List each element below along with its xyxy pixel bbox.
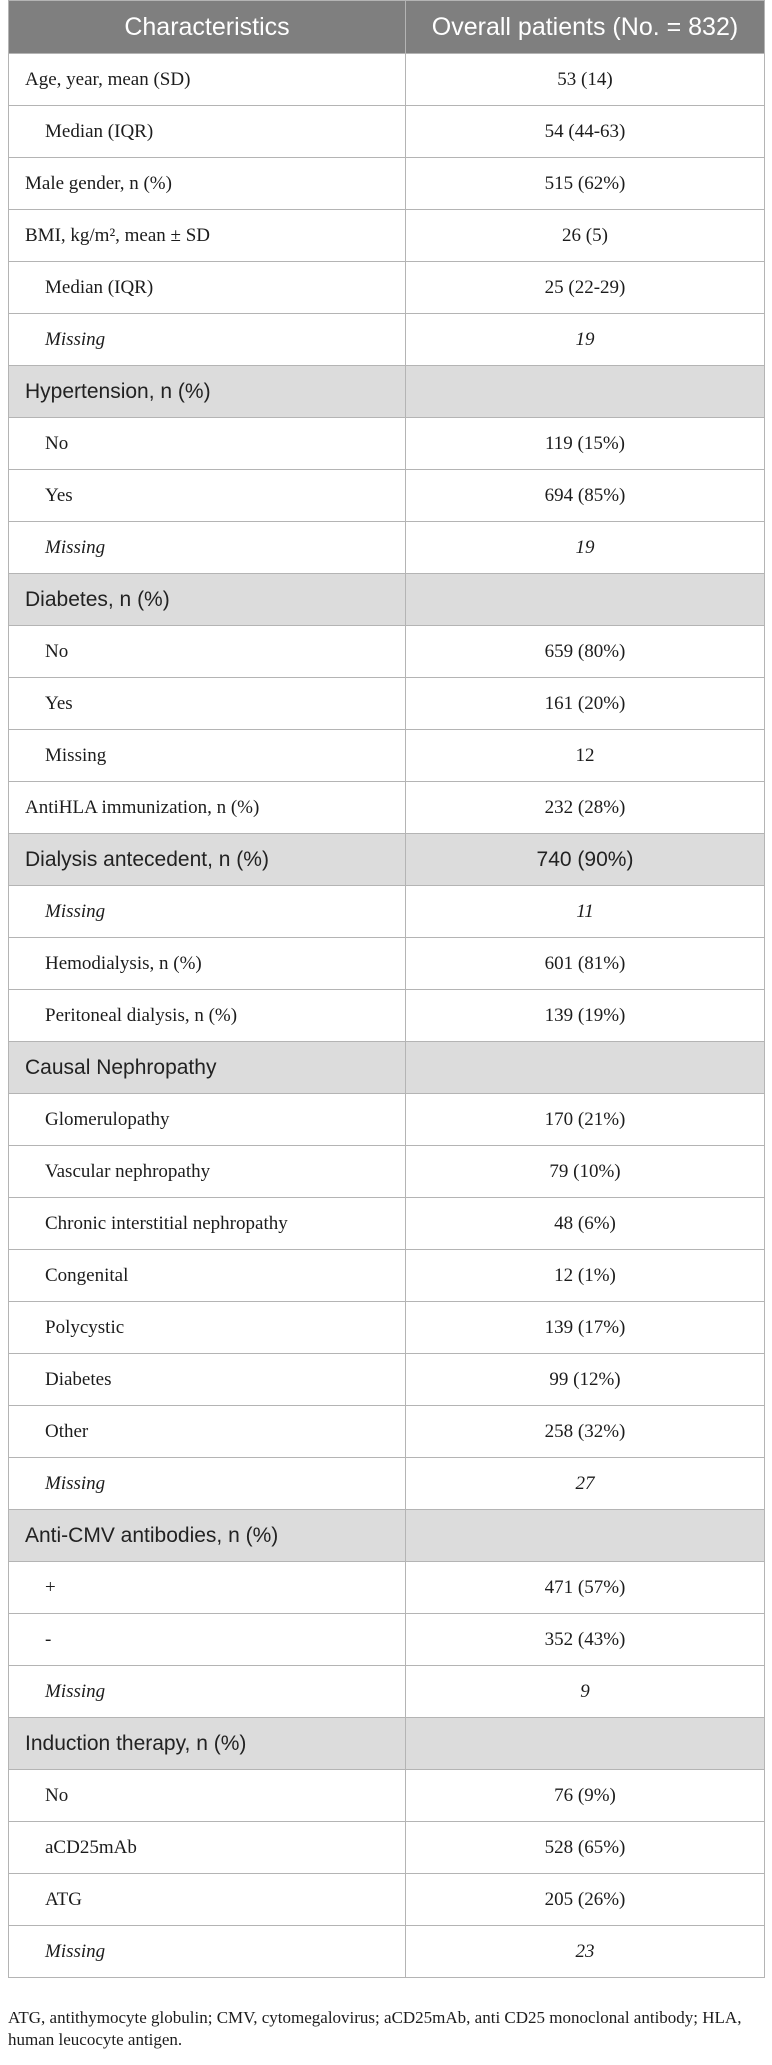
table-row xyxy=(9,470,765,522)
table-row xyxy=(9,314,765,366)
row-label: Induction therapy, n (%) xyxy=(9,1718,406,1770)
table-row xyxy=(9,522,765,574)
table-row xyxy=(9,1302,765,1354)
row-label: Glomerulopathy xyxy=(9,1094,406,1146)
row-value: 205 (26%) xyxy=(406,1874,765,1926)
row-value xyxy=(406,1042,765,1094)
table-footnote: ATG, antithymocyte globulin; CMV, cytomegalovirus; aCD25mAb, anti CD25 monoclonal antibody; HLA, human leucocyte antigen. xyxy=(8,2008,742,2049)
section-row xyxy=(9,1718,765,1770)
table-row xyxy=(9,1406,765,1458)
row-label: Median (IQR) xyxy=(9,106,406,158)
row-value: 161 (20%) xyxy=(406,678,765,730)
table-row xyxy=(9,1094,765,1146)
table-row xyxy=(9,1198,765,1250)
table-row xyxy=(9,1354,765,1406)
table-row xyxy=(9,1562,765,1614)
table-body xyxy=(9,54,765,1978)
section-row xyxy=(9,366,765,418)
row-value: 352 (43%) xyxy=(406,1614,765,1666)
table-row xyxy=(9,730,765,782)
header-overall-patients: Overall patients (No. = 832) xyxy=(406,1,765,54)
table-row xyxy=(9,1770,765,1822)
header-characteristics: Characteristics xyxy=(9,1,406,54)
row-value: 740 (90%) xyxy=(406,834,765,886)
table-row xyxy=(9,1926,765,1978)
row-label: Missing xyxy=(9,1666,406,1718)
table-row xyxy=(9,158,765,210)
row-label: Male gender, n (%) xyxy=(9,158,406,210)
row-label: Yes xyxy=(9,678,406,730)
row-value xyxy=(406,1510,765,1562)
table-row xyxy=(9,106,765,158)
row-label: Chronic interstitial nephropathy xyxy=(9,1198,406,1250)
row-label: Diabetes, n (%) xyxy=(9,574,406,626)
table-row xyxy=(9,1614,765,1666)
row-label: ATG xyxy=(9,1874,406,1926)
section-row xyxy=(9,1510,765,1562)
table-row xyxy=(9,54,765,106)
table-row xyxy=(9,678,765,730)
row-label: Causal Nephropathy xyxy=(9,1042,406,1094)
row-value: 79 (10%) xyxy=(406,1146,765,1198)
row-label: Diabetes xyxy=(9,1354,406,1406)
table-row xyxy=(9,1250,765,1302)
row-value: 139 (19%) xyxy=(406,990,765,1042)
row-label: Other xyxy=(9,1406,406,1458)
table-row xyxy=(9,262,765,314)
row-label: Hypertension, n (%) xyxy=(9,366,406,418)
row-label: No xyxy=(9,626,406,678)
row-value: 12 (1%) xyxy=(406,1250,765,1302)
row-label: Peritoneal dialysis, n (%) xyxy=(9,990,406,1042)
row-label: Hemodialysis, n (%) xyxy=(9,938,406,990)
table-row xyxy=(9,210,765,262)
row-label: aCD25mAb xyxy=(9,1822,406,1874)
row-label: Missing xyxy=(9,1458,406,1510)
row-value xyxy=(406,574,765,626)
row-value: 25 (22-29) xyxy=(406,262,765,314)
row-label: Anti-CMV antibodies, n (%) xyxy=(9,1510,406,1562)
row-value: 601 (81%) xyxy=(406,938,765,990)
row-label: No xyxy=(9,418,406,470)
row-value: 232 (28%) xyxy=(406,782,765,834)
row-label: Missing xyxy=(9,522,406,574)
row-label: Congenital xyxy=(9,1250,406,1302)
table-row xyxy=(9,626,765,678)
row-label: + xyxy=(9,1562,406,1614)
row-label: Vascular nephropathy xyxy=(9,1146,406,1198)
row-value: 139 (17%) xyxy=(406,1302,765,1354)
table-row xyxy=(9,1874,765,1926)
row-label: Missing xyxy=(9,730,406,782)
row-value xyxy=(406,1718,765,1770)
row-value: 23 xyxy=(406,1926,765,1978)
row-value: 515 (62%) xyxy=(406,158,765,210)
row-value: 19 xyxy=(406,522,765,574)
row-value: 528 (65%) xyxy=(406,1822,765,1874)
row-value: 694 (85%) xyxy=(406,470,765,522)
row-value: 19 xyxy=(406,314,765,366)
table-row xyxy=(9,938,765,990)
row-label: Yes xyxy=(9,470,406,522)
section-row xyxy=(9,574,765,626)
row-value: 9 xyxy=(406,1666,765,1718)
row-value xyxy=(406,366,765,418)
table-row xyxy=(9,886,765,938)
row-value: 54 (44-63) xyxy=(406,106,765,158)
row-value: 170 (21%) xyxy=(406,1094,765,1146)
row-value: 12 xyxy=(406,730,765,782)
section-row xyxy=(9,1042,765,1094)
row-label: Missing xyxy=(9,314,406,366)
row-label: Polycystic xyxy=(9,1302,406,1354)
row-label: Missing xyxy=(9,886,406,938)
row-value: 119 (15%) xyxy=(406,418,765,470)
row-value: 11 xyxy=(406,886,765,938)
row-value: 48 (6%) xyxy=(406,1198,765,1250)
row-value: 53 (14) xyxy=(406,54,765,106)
row-value: 26 (5) xyxy=(406,210,765,262)
row-label: Age, year, mean (SD) xyxy=(9,54,406,106)
row-label: Dialysis antecedent, n (%) xyxy=(9,834,406,886)
table-row xyxy=(9,1458,765,1510)
table-row xyxy=(9,990,765,1042)
row-value: 27 xyxy=(406,1458,765,1510)
row-label: No xyxy=(9,1770,406,1822)
row-label: Missing xyxy=(9,1926,406,1978)
row-label: Median (IQR) xyxy=(9,262,406,314)
table-header-row xyxy=(9,1,765,54)
table-row xyxy=(9,1666,765,1718)
row-label: BMI, kg/m², mean ± SD xyxy=(9,210,406,262)
table-row xyxy=(9,1146,765,1198)
characteristics-table xyxy=(8,0,765,1978)
row-label: AntiHLA immunization, n (%) xyxy=(9,782,406,834)
row-value: 76 (9%) xyxy=(406,1770,765,1822)
table-row xyxy=(9,418,765,470)
row-label: - xyxy=(9,1614,406,1666)
row-value: 99 (12%) xyxy=(406,1354,765,1406)
row-value: 258 (32%) xyxy=(406,1406,765,1458)
row-value: 471 (57%) xyxy=(406,1562,765,1614)
table-row xyxy=(9,782,765,834)
row-value: 659 (80%) xyxy=(406,626,765,678)
section-row xyxy=(9,834,765,886)
table-row xyxy=(9,1822,765,1874)
